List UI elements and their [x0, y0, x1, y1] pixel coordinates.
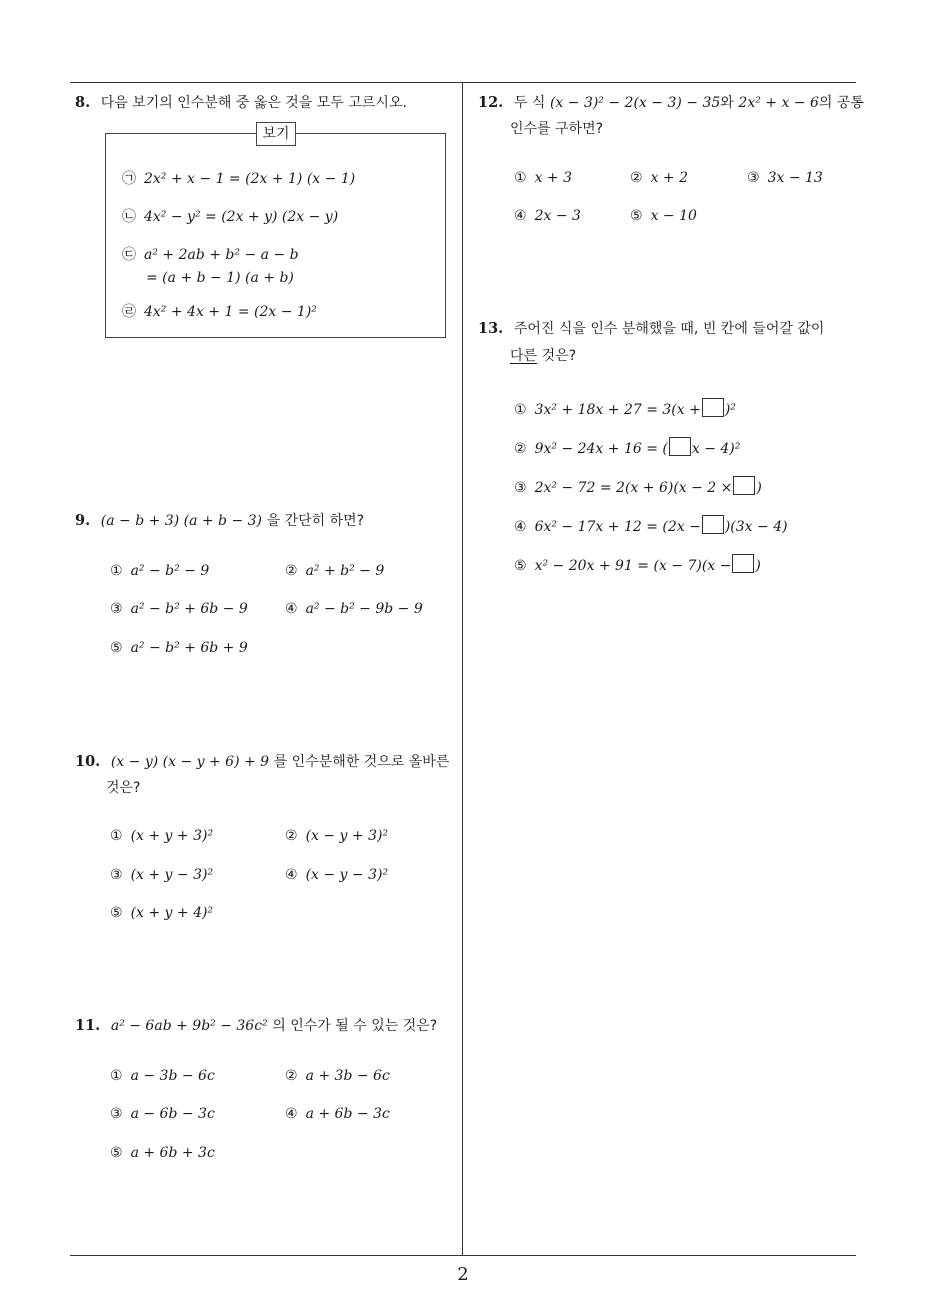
option-12-1[interactable] [514, 170, 572, 186]
option-expr: (x − y − 3)² [305, 867, 389, 883]
option-mark: ④ [285, 867, 298, 883]
option-mark: ② [285, 563, 298, 579]
question-13 [478, 316, 824, 342]
option-expr-post: ) [755, 558, 761, 574]
question-12 [478, 90, 864, 116]
question-number: 12. [478, 94, 504, 111]
option-10-2[interactable] [285, 828, 388, 844]
option-expr: a + 3b − 6c [305, 1068, 390, 1084]
option-expr: a + 6b + 3c [130, 1145, 215, 1161]
option-expr: 2x − 3 [534, 208, 581, 224]
bogi-expr: 2x² + x − 1 = (2x + 1) (x − 1) [144, 171, 356, 187]
option-11-4[interactable] [285, 1106, 390, 1122]
option-expr: (x + y − 3)² [130, 867, 214, 883]
question-11 [75, 1013, 437, 1039]
option-12-3[interactable] [747, 170, 823, 186]
option-mark: ⑤ [110, 640, 123, 656]
bottom-rule [70, 1255, 856, 1256]
option-12-2[interactable] [630, 170, 688, 186]
option-11-2[interactable] [285, 1068, 390, 1084]
option-expr: (x − y + 3)² [305, 828, 389, 844]
question-number: 9. [75, 512, 91, 529]
option-mark: ⑤ [514, 558, 527, 574]
question-stem: 의 인수가 될 수 있는 것은? [272, 1018, 438, 1034]
option-expr: x − 10 [650, 208, 697, 224]
option-expr: a² − b² − 9b − 9 [305, 601, 423, 617]
option-12-4[interactable] [514, 208, 581, 224]
option-expr-pre: 3x² + 18x + 27 = 3(x + [534, 402, 701, 418]
bogi-mark: ㉡ [122, 209, 136, 225]
option-mark: ① [514, 170, 527, 186]
question-number: 13. [478, 320, 504, 337]
question-8 [75, 90, 407, 116]
option-expr-pre: 6x² − 17x + 12 = (2x − [534, 519, 701, 535]
option-mark: ② [285, 1068, 298, 1084]
question-9 [75, 508, 364, 534]
question-stem: 두 식 [513, 95, 546, 111]
option-10-1[interactable] [110, 828, 213, 844]
option-expr: a² + b² − 9 [305, 563, 385, 579]
top-rule [70, 82, 856, 83]
option-expr-pre: 9x² − 24x + 16 = ( [534, 441, 668, 457]
bogi-item-1 [122, 168, 355, 188]
bogi-expr: 4x² + 4x + 1 = (2x − 1)² [144, 304, 317, 320]
option-10-3[interactable] [110, 867, 213, 883]
option-expr: a − 6b − 3c [130, 1106, 215, 1122]
option-expr: x + 2 [650, 170, 688, 186]
option-12-5[interactable] [630, 208, 697, 224]
bogi-item-3-cont [146, 270, 294, 286]
option-expr-post: )(3x − 4) [724, 519, 788, 535]
option-expr: (x + y + 4)² [130, 905, 214, 921]
option-expr-post: x − 4)² [691, 441, 741, 457]
option-mark: ③ [110, 1106, 123, 1122]
question-stem: 의 공통 [818, 95, 864, 111]
question-number: 11. [75, 1017, 101, 1034]
option-13-1[interactable] [514, 398, 736, 418]
option-expr: (x + y + 3)² [130, 828, 214, 844]
bogi-item-4 [122, 301, 317, 321]
option-mark: ⑤ [110, 905, 123, 921]
option-expr: a − 3b − 6c [130, 1068, 215, 1084]
option-mark: ④ [285, 1106, 298, 1122]
question-expr-1: (x − 3)² − 2(x − 3) − 35 [549, 95, 721, 111]
bogi-title: 보기 [256, 122, 296, 146]
option-10-5[interactable] [110, 905, 213, 921]
option-expr-post: ) [756, 480, 762, 496]
option-expr-post: )² [724, 402, 736, 418]
bogi-mark: ㉣ [122, 304, 136, 320]
blank-box[interactable] [702, 515, 724, 534]
blank-box[interactable] [669, 437, 691, 456]
question-stem: 와 [720, 95, 734, 111]
option-expr: 3x − 13 [767, 170, 823, 186]
option-expr: a² − b² + 6b − 9 [130, 601, 248, 617]
question-13-line2 [510, 343, 576, 369]
question-expr: (a − b + 3) (a + b − 3) [100, 513, 263, 529]
option-13-5[interactable] [514, 554, 761, 574]
page-number: 2 [457, 1264, 469, 1285]
bogi-mark: ㉢ [122, 247, 136, 263]
option-9-1[interactable] [110, 563, 209, 579]
bogi-mark: ㉠ [122, 171, 136, 187]
option-expr-pre: 2x² − 72 = 2(x + 6)(x − 2 × [534, 480, 733, 496]
option-expr: a² − b² + 6b + 9 [130, 640, 248, 656]
option-11-3[interactable] [110, 1106, 215, 1122]
question-12-line2 [510, 116, 603, 142]
option-mark: ③ [514, 480, 527, 496]
option-mark: ④ [514, 519, 527, 535]
question-10-line2 [106, 775, 140, 801]
option-9-4[interactable] [285, 601, 423, 617]
bogi-item-3 [122, 244, 299, 264]
option-expr-pre: x² − 20x + 91 = (x − 7)(x − [534, 558, 732, 574]
option-mark: ③ [747, 170, 760, 186]
option-mark: ④ [285, 601, 298, 617]
bogi-expr: = (a + b − 1) (a + b) [146, 270, 294, 286]
blank-box[interactable] [702, 398, 724, 417]
option-13-2[interactable] [514, 437, 740, 457]
option-mark: ③ [110, 867, 123, 883]
option-13-4[interactable] [514, 515, 788, 535]
option-expr: a² − b² − 9 [130, 563, 210, 579]
question-expr: (x − y) (x − y + 6) + 9 [110, 754, 270, 770]
question-stem: 을 간단히 하면? [266, 513, 365, 529]
question-stem: 주어진 식을 인수 분해했을 때, 빈 칸에 들어갈 값이 [513, 321, 825, 337]
question-stem-cont: 것은? [541, 348, 577, 364]
option-mark: ① [110, 1068, 123, 1084]
question-stem-cont: 인수를 구하면? [510, 121, 604, 137]
question-10 [75, 749, 449, 775]
option-mark: ② [514, 441, 527, 457]
option-13-3[interactable] [514, 476, 762, 496]
option-9-5[interactable] [110, 640, 248, 656]
option-9-2[interactable] [285, 563, 384, 579]
option-mark: ① [110, 563, 123, 579]
option-mark: ⑤ [110, 1145, 123, 1161]
option-mark: ⑤ [630, 208, 643, 224]
option-expr: x + 3 [534, 170, 572, 186]
option-expr: a + 6b − 3c [305, 1106, 390, 1122]
bogi-item-2 [122, 206, 338, 226]
question-number: 10. [75, 753, 101, 770]
option-mark: ① [514, 402, 527, 418]
bogi-expr: 4x² − y² = (2x + y) (2x − y) [144, 209, 339, 225]
blank-box[interactable] [733, 476, 755, 495]
column-divider [462, 82, 463, 1256]
question-stem: 다음 보기의 인수분해 중 옳은 것을 모두 고르시오. [100, 95, 407, 111]
option-mark: ④ [514, 208, 527, 224]
option-10-4[interactable] [285, 867, 388, 883]
bogi-expr: a² + 2ab + b² − a − b [144, 247, 299, 263]
blank-box[interactable] [732, 554, 754, 573]
option-mark: ② [630, 170, 643, 186]
question-stem-cont: 것은? [106, 780, 141, 796]
option-11-5[interactable] [110, 1145, 215, 1161]
question-number: 8. [75, 94, 91, 111]
question-expr: a² − 6ab + 9b² − 36c² [110, 1018, 268, 1034]
option-mark: ① [110, 828, 123, 844]
option-11-1[interactable] [110, 1068, 215, 1084]
emphasis-underlined: 다른 [510, 348, 538, 364]
question-expr-2: 2x² + x − 6 [738, 95, 819, 111]
option-9-3[interactable] [110, 601, 248, 617]
option-mark: ③ [110, 601, 123, 617]
question-stem: 를 인수분해한 것으로 올바른 [273, 754, 450, 770]
option-mark: ② [285, 828, 298, 844]
